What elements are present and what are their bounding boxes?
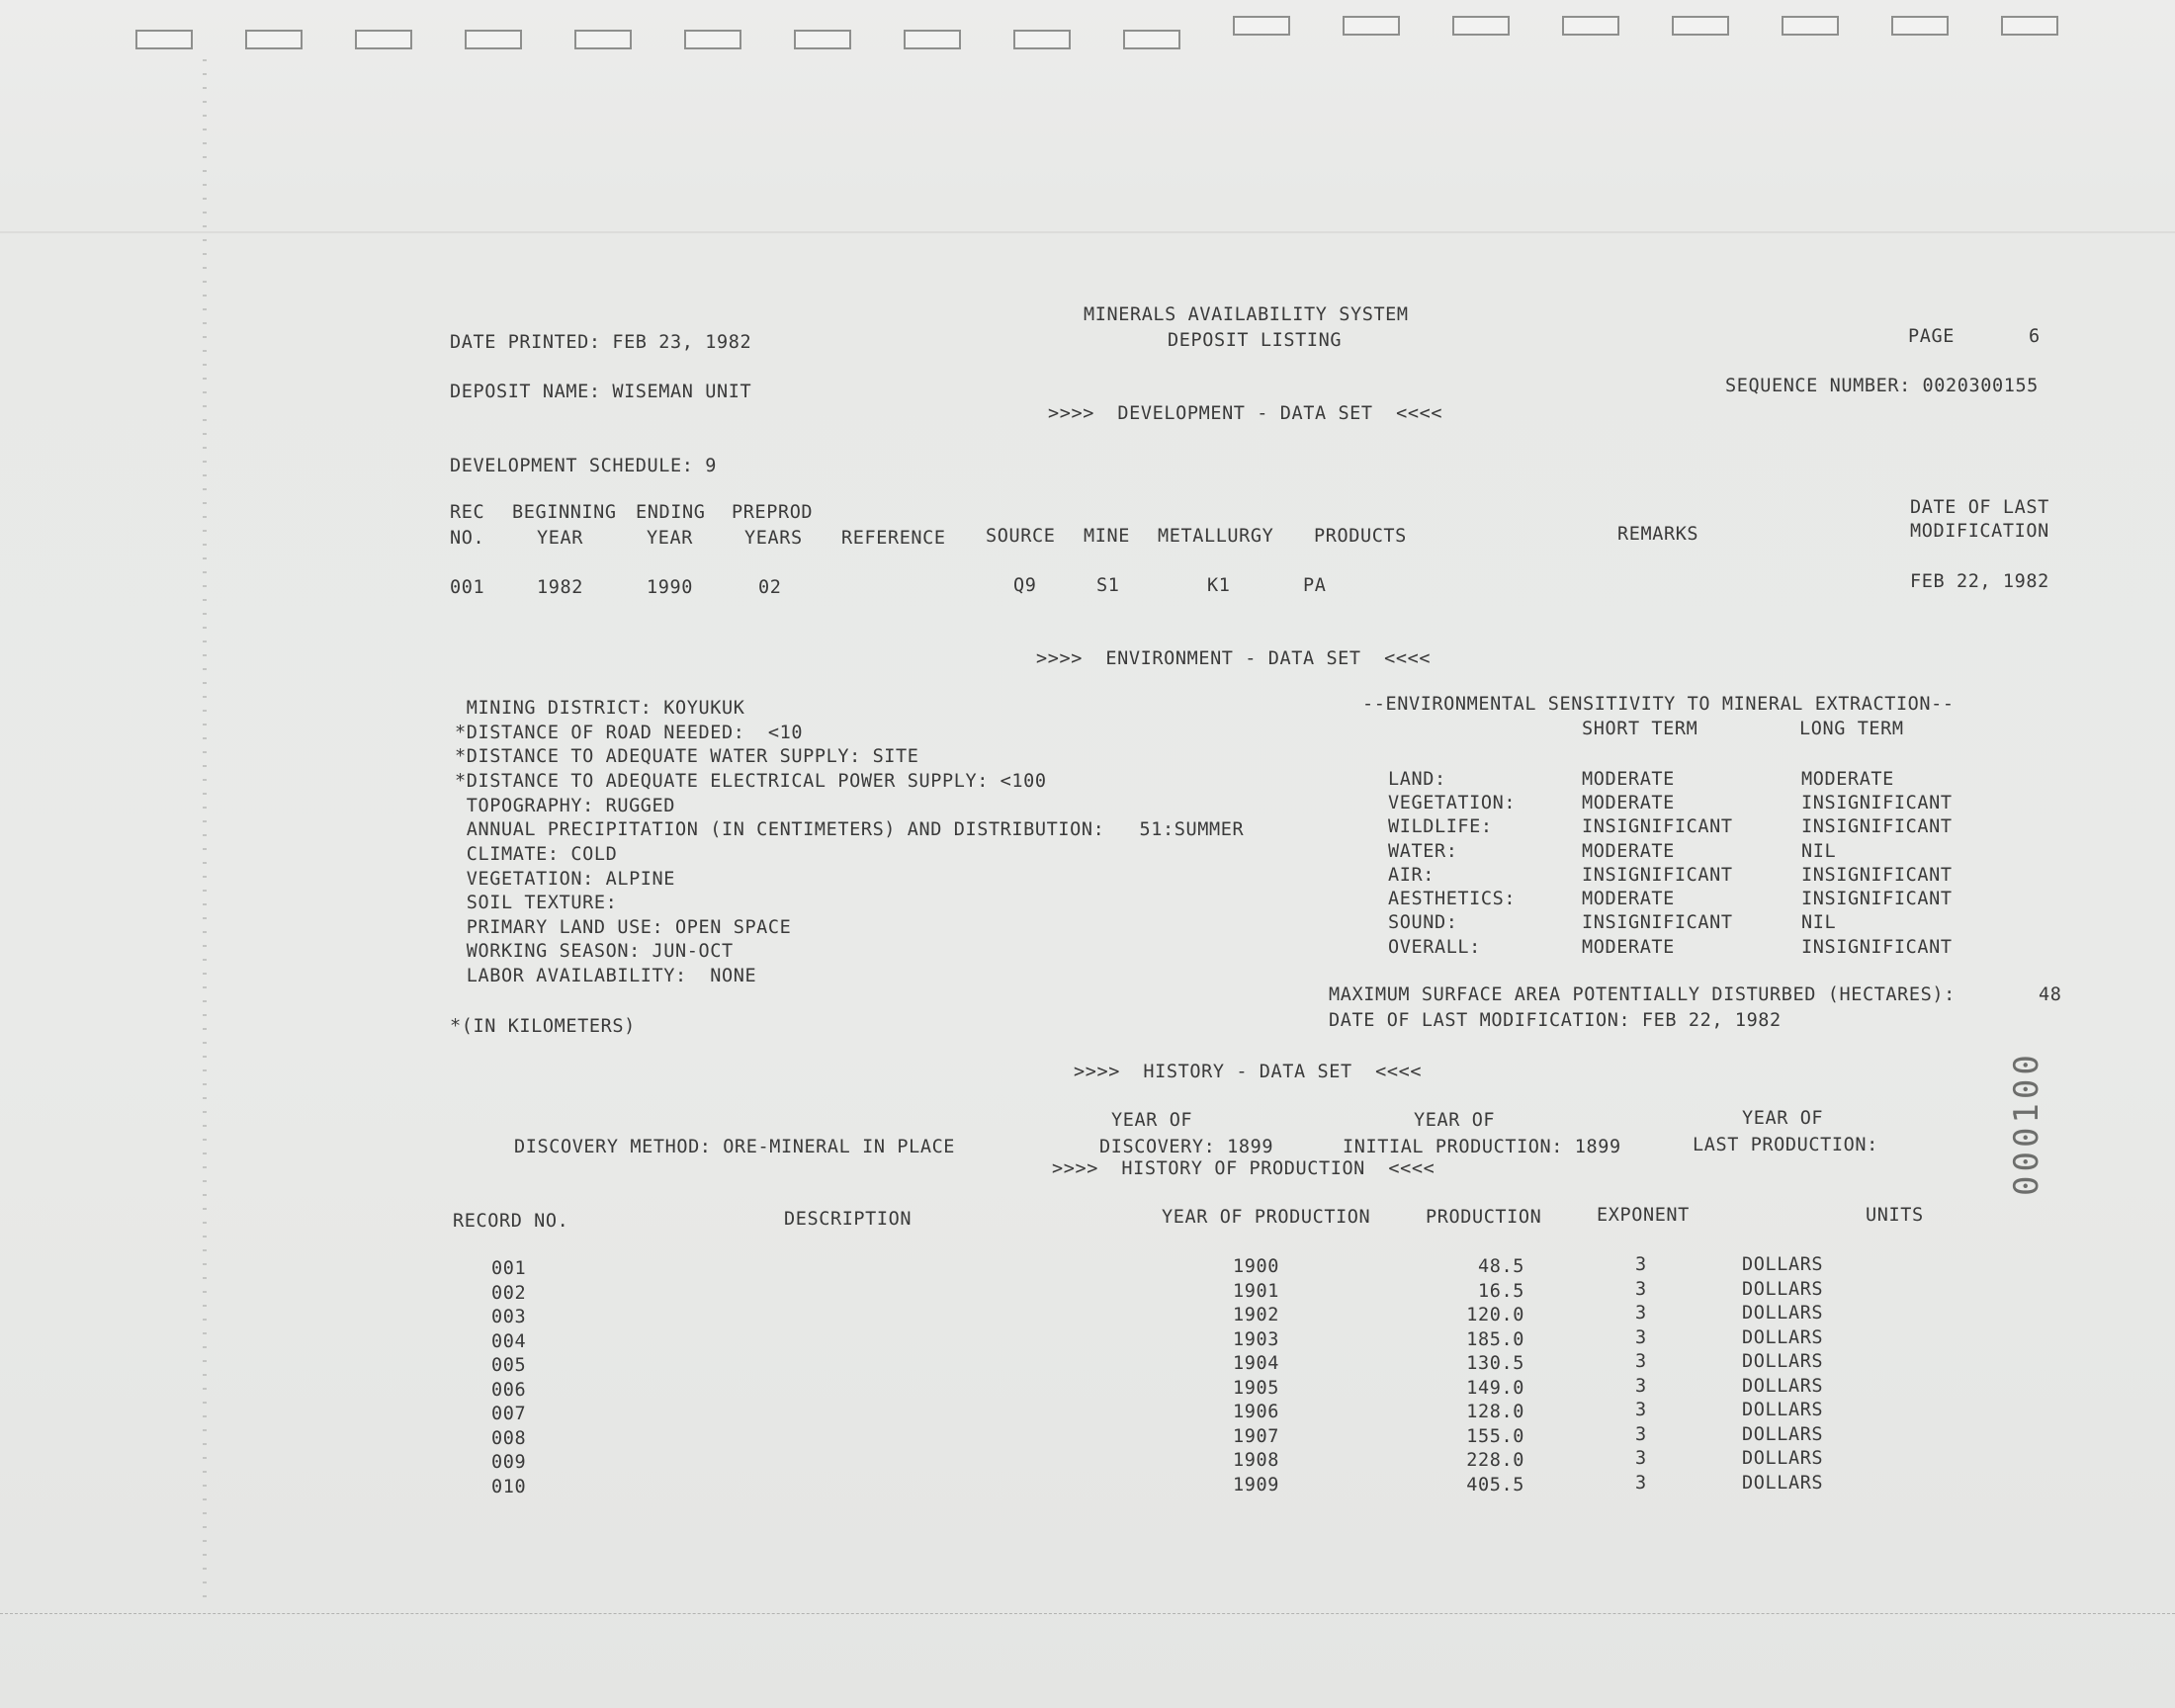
prod-header-year: YEAR OF PRODUCTION [1162, 1207, 1371, 1228]
env-line: *DISTANCE OF ROAD NEEDED: <10 [455, 723, 804, 743]
sensitivity-factor: VEGETATION: [1388, 793, 1517, 813]
prod-year: 1906 [1233, 1402, 1279, 1422]
listing-title: DEPOSIT LISTING [1168, 330, 1343, 351]
prod-value: 185.0 [1466, 1329, 1524, 1350]
system-title: MINERALS AVAILABILITY SYSTEM [1084, 304, 1409, 325]
prod-value: 228.0 [1466, 1450, 1524, 1471]
feed-hole [794, 30, 851, 49]
prod-header-units: UNITS [1866, 1205, 1924, 1226]
prod-record: 004 [491, 1331, 527, 1352]
prod-record: 009 [491, 1452, 527, 1473]
sensitivity-long: INSIGNIFICANT [1801, 937, 1953, 958]
feed-hole [1782, 16, 1839, 36]
sensitivity-factor: SOUND: [1388, 912, 1458, 933]
dev-header-preprod-2: YEARS [744, 528, 803, 549]
sensitivity-factor: AIR: [1388, 865, 1435, 886]
prod-units: DOLLARS [1742, 1303, 1824, 1324]
dev-header-date-2: MODIFICATION [1910, 521, 2049, 542]
dev-header-preprod-1: PREPROD [732, 502, 814, 523]
prod-exponent: 3 [1635, 1303, 1647, 1324]
env-line: WORKING SEASON: JUN-OCT [455, 941, 734, 962]
prod-header-record: RECORD NO. [453, 1211, 569, 1232]
env-date-last-mod: DATE OF LAST MODIFICATION: FEB 22, 1982 [1329, 1010, 1782, 1031]
prod-units: DOLLARS [1742, 1327, 1824, 1348]
env-line: ANNUAL PRECIPITATION (IN CENTIMETERS) AND DISTRIBUTION: 51:SUMMER [455, 819, 1245, 840]
dev-row-source: Q9 [1013, 575, 1037, 596]
prod-year: 1908 [1233, 1450, 1279, 1471]
prod-units: DOLLARS [1742, 1376, 1824, 1397]
sensitivity-long: MODERATE [1801, 769, 1894, 790]
sensitivity-factor: AESTHETICS: [1388, 889, 1517, 909]
feed-hole [1123, 30, 1180, 49]
prod-exponent: 3 [1635, 1351, 1647, 1372]
dev-row-date: FEB 22, 1982 [1910, 571, 2049, 592]
prod-value: 155.0 [1466, 1426, 1524, 1447]
prod-record: 005 [491, 1355, 527, 1376]
sensitivity-factor: LAND: [1388, 769, 1446, 790]
sensitivity-short: INSIGNIFICANT [1582, 816, 1733, 837]
sensitivity-factor: OVERALL: [1388, 937, 1481, 958]
prod-header-exponent: EXPONENT [1597, 1205, 1690, 1226]
production-section-title: >>>> HISTORY OF PRODUCTION <<<< [1052, 1158, 1436, 1179]
sensitivity-long: NIL [1801, 912, 1837, 933]
prod-record: 006 [491, 1380, 527, 1401]
prod-value: 16.5 [1478, 1281, 1524, 1302]
sensitivity-long: INSIGNIFICANT [1801, 816, 1953, 837]
prod-exponent: 3 [1635, 1327, 1647, 1348]
deposit-name: DEPOSIT NAME: WISEMAN UNIT [450, 382, 752, 402]
feed-hole [684, 30, 741, 49]
prod-year: 1909 [1233, 1475, 1279, 1495]
sensitivity-factor: WATER: [1388, 841, 1458, 862]
long-term-header: LONG TERM [1799, 719, 1904, 739]
sequence-number: SEQUENCE NUMBER: 0020300155 [1725, 376, 2039, 396]
perforation-line [203, 59, 207, 1601]
prod-record: 003 [491, 1307, 527, 1327]
prod-year: 1903 [1233, 1329, 1279, 1350]
env-line: TOPOGRAPHY: RUGGED [455, 796, 676, 816]
sensitivity-short: INSIGNIFICANT [1582, 865, 1733, 886]
initial-production: INITIAL PRODUCTION: 1899 [1343, 1137, 1621, 1157]
feed-hole [135, 30, 193, 49]
feed-hole [1672, 16, 1729, 36]
date-printed: DATE PRINTED: FEB 23, 1982 [450, 332, 752, 353]
prod-units: DOLLARS [1742, 1473, 1824, 1494]
prod-units: DOLLARS [1742, 1351, 1824, 1372]
discovery-method: DISCOVERY METHOD: ORE-MINERAL IN PLACE [514, 1137, 956, 1157]
discovery-year: DISCOVERY: 1899 [1099, 1137, 1274, 1157]
prod-units: DOLLARS [1742, 1279, 1824, 1300]
prod-exponent: 3 [1635, 1400, 1647, 1420]
fold-line [0, 231, 2175, 233]
prod-exponent: 3 [1635, 1424, 1647, 1445]
margin-stamp: 000100 [2007, 1051, 2046, 1196]
prod-record: 010 [491, 1477, 527, 1497]
development-section-title: >>>> DEVELOPMENT - DATA SET <<<< [1048, 403, 1443, 424]
env-line: PRIMARY LAND USE: OPEN SPACE [455, 917, 792, 938]
prod-record: 002 [491, 1283, 527, 1304]
development-schedule: DEVELOPMENT SCHEDULE: 9 [450, 456, 717, 476]
prod-exponent: 3 [1635, 1376, 1647, 1397]
short-term-header: SHORT TERM [1582, 719, 1698, 739]
prod-record: 008 [491, 1428, 527, 1449]
sensitivity-short: MODERATE [1582, 937, 1675, 958]
prod-header-production: PRODUCTION [1426, 1207, 1542, 1228]
prod-record: 007 [491, 1404, 527, 1424]
feed-hole [465, 30, 522, 49]
sensitivity-short: MODERATE [1582, 769, 1675, 790]
prod-year: 1901 [1233, 1281, 1279, 1302]
prod-year: 1907 [1233, 1426, 1279, 1447]
last-production: LAST PRODUCTION: [1693, 1135, 1878, 1155]
feed-hole [1891, 16, 1949, 36]
dev-row-products: PA [1303, 575, 1327, 596]
prod-value: 120.0 [1466, 1305, 1524, 1325]
environment-section-title: >>>> ENVIRONMENT - DATA SET <<<< [1036, 648, 1432, 669]
dev-header-reference: REFERENCE [841, 528, 946, 549]
env-line: MINING DISTRICT: KOYUKUK [455, 698, 745, 719]
sensitivity-long: INSIGNIFICANT [1801, 865, 1953, 886]
sensitivity-short: MODERATE [1582, 889, 1675, 909]
prod-exponent: 3 [1635, 1473, 1647, 1494]
max-surface-value: 48 [2039, 984, 2062, 1005]
prod-exponent: 3 [1635, 1279, 1647, 1300]
dev-header-products: PRODUCTS [1314, 526, 1407, 547]
dev-row-preprod: 02 [758, 577, 782, 598]
sensitivity-long: INSIGNIFICANT [1801, 889, 1953, 909]
prod-header-description: DESCRIPTION [784, 1209, 913, 1230]
dev-header-begin-2: YEAR [537, 528, 583, 549]
tear-line [0, 1613, 2175, 1614]
sensitivity-long: INSIGNIFICANT [1801, 793, 1953, 813]
prod-value: 149.0 [1466, 1378, 1524, 1399]
initial-year-of: YEAR OF [1414, 1110, 1496, 1131]
feed-hole [574, 30, 632, 49]
feed-hole [2001, 16, 2058, 36]
prod-value: 405.5 [1466, 1475, 1524, 1495]
max-surface-label: MAXIMUM SURFACE AREA POTENTIALLY DISTURBED (HECTARES): [1329, 984, 1956, 1005]
dev-header-metallurgy: METALLURGY [1158, 526, 1274, 547]
page-number: 6 [2029, 326, 2041, 347]
prod-units: DOLLARS [1742, 1448, 1824, 1469]
feed-hole [1562, 16, 1619, 36]
feed-hole [245, 30, 303, 49]
last-year-of: YEAR OF [1742, 1108, 1824, 1129]
dev-row-begin: 1982 [537, 577, 583, 598]
tractor-feed-holes [0, 0, 2175, 59]
env-line: *DISTANCE TO ADEQUATE ELECTRICAL POWER SUPPLY: <100 [455, 771, 1047, 792]
dev-header-rec-2: NO. [450, 528, 485, 549]
dev-header-mine: MINE [1084, 526, 1130, 547]
dev-header-begin-1: BEGINNING [512, 502, 617, 523]
env-footnote: *(IN KILOMETERS) [450, 1016, 636, 1037]
discovery-year-of: YEAR OF [1111, 1110, 1193, 1131]
prod-year: 1904 [1233, 1353, 1279, 1374]
dev-row-metallurgy: K1 [1207, 575, 1231, 596]
dev-header-source: SOURCE [986, 526, 1056, 547]
sensitivity-long: NIL [1801, 841, 1837, 862]
dev-header-remarks: REMARKS [1617, 524, 1699, 545]
dev-row-rec: 001 [450, 577, 485, 598]
env-line: CLIMATE: COLD [455, 844, 618, 865]
prod-year: 1905 [1233, 1378, 1279, 1399]
sensitivity-short: MODERATE [1582, 793, 1675, 813]
prod-value: 128.0 [1466, 1402, 1524, 1422]
feed-hole [1233, 16, 1290, 36]
sensitivity-factor: WILDLIFE: [1388, 816, 1493, 837]
prod-units: DOLLARS [1742, 1400, 1824, 1420]
prod-exponent: 3 [1635, 1448, 1647, 1469]
prod-units: DOLLARS [1742, 1254, 1824, 1275]
prod-units: DOLLARS [1742, 1424, 1824, 1445]
feed-hole [904, 30, 961, 49]
dev-header-end-2: YEAR [647, 528, 693, 549]
env-line: LABOR AVAILABILITY: NONE [455, 966, 757, 986]
dev-header-rec-1: REC [450, 502, 485, 523]
env-line: *DISTANCE TO ADEQUATE WATER SUPPLY: SITE [455, 746, 919, 767]
feed-hole [355, 30, 412, 49]
env-line: VEGETATION: ALPINE [455, 869, 676, 890]
dev-header-date-1: DATE OF LAST [1910, 497, 2049, 518]
sensitivity-short: MODERATE [1582, 841, 1675, 862]
dev-row-end: 1990 [647, 577, 693, 598]
feed-hole [1452, 16, 1510, 36]
history-section-title: >>>> HISTORY - DATA SET <<<< [1074, 1062, 1423, 1082]
feed-hole [1343, 16, 1400, 36]
prod-value: 48.5 [1478, 1256, 1524, 1277]
prod-value: 130.5 [1466, 1353, 1524, 1374]
feed-hole [1013, 30, 1071, 49]
page-label: PAGE [1908, 326, 1955, 347]
prod-exponent: 3 [1635, 1254, 1647, 1275]
sensitivity-title: --ENVIRONMENTAL SENSITIVITY TO MINERAL EXTRACTION-- [1362, 694, 1955, 715]
prod-year: 1900 [1233, 1256, 1279, 1277]
dev-row-mine: S1 [1096, 575, 1120, 596]
sensitivity-short: INSIGNIFICANT [1582, 912, 1733, 933]
dev-header-end-1: ENDING [636, 502, 706, 523]
prod-year: 1902 [1233, 1305, 1279, 1325]
env-line: SOIL TEXTURE: [455, 893, 618, 913]
prod-record: 001 [491, 1258, 527, 1279]
